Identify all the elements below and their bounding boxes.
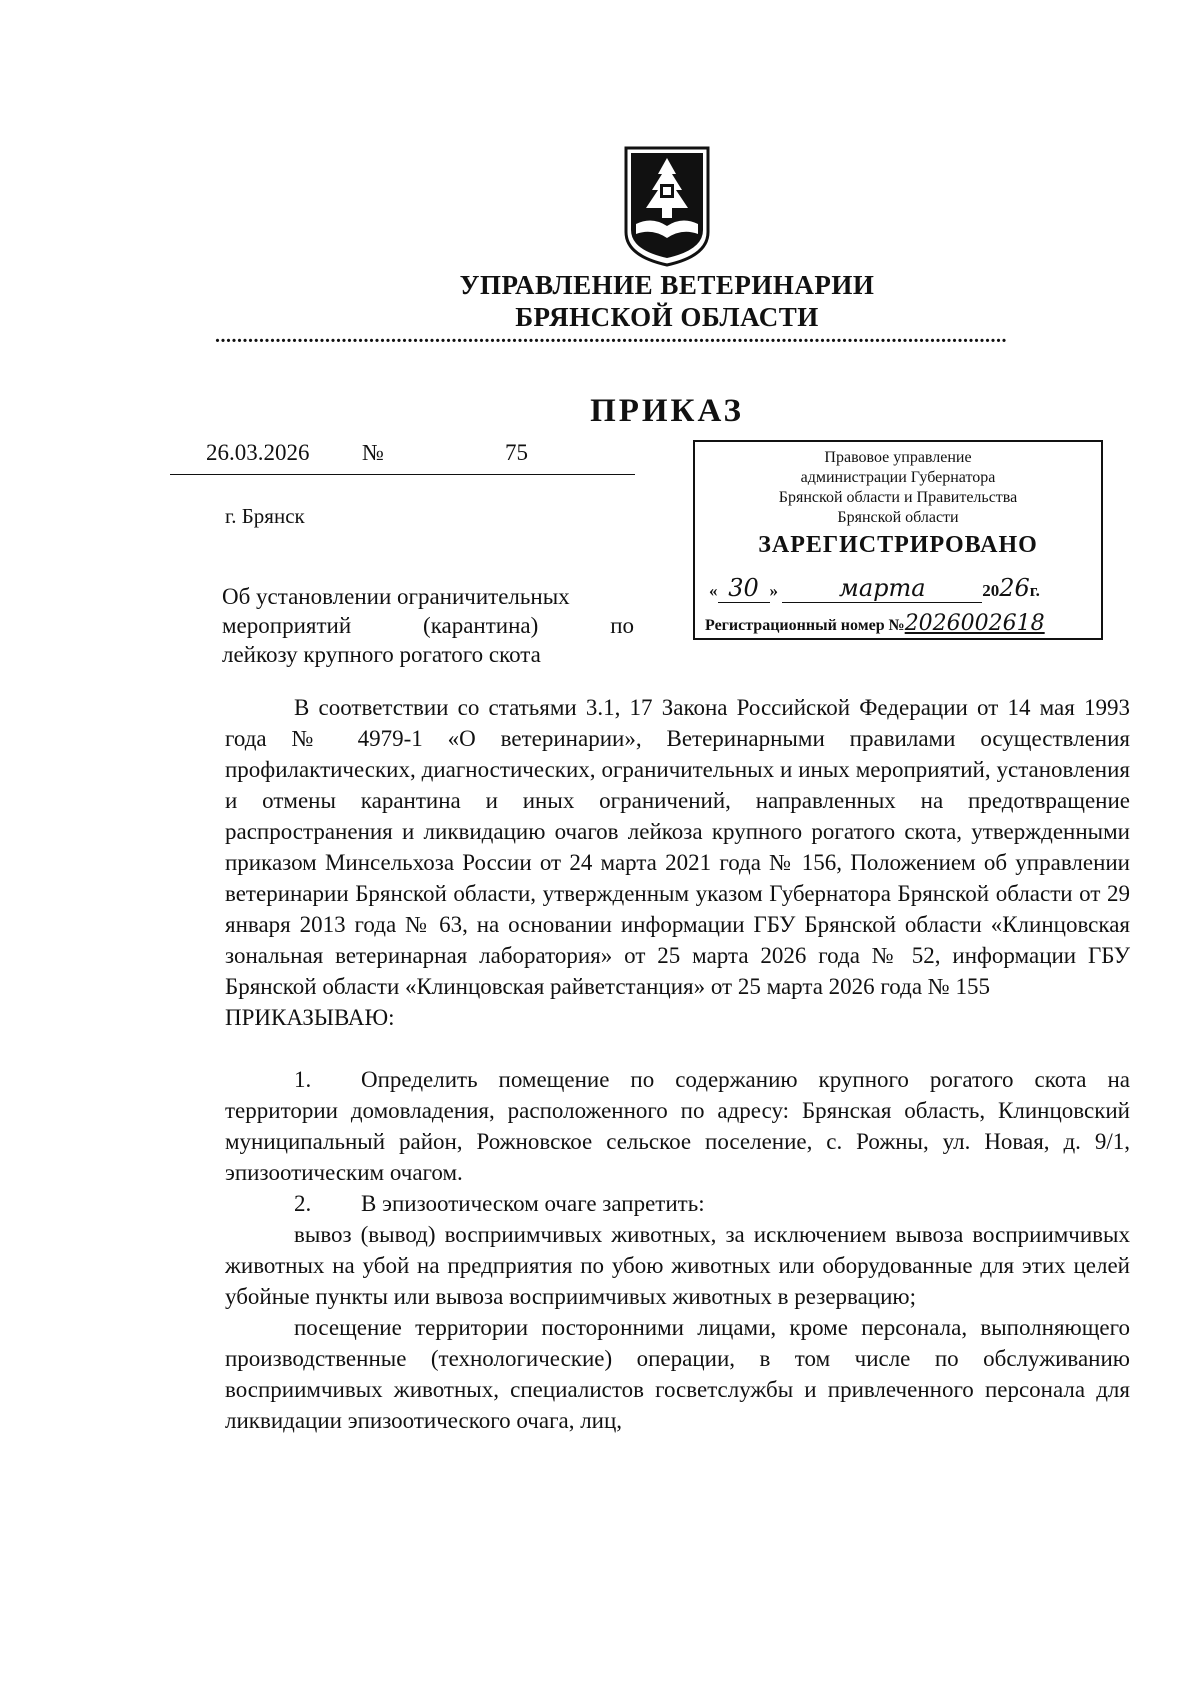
stamp-line: администрации Губернатора	[800, 469, 996, 486]
stamp-reg-number: 2026002618	[904, 611, 1045, 636]
order-item-2-clause: вывоз (вывод) восприимчивых животных, за исключением вывоза восприимчивых животных на убой на предприятия по убою животных или оборудованные для этих целей убойные пункты или вывоза восприимчивых животных в резервацию;	[225, 1222, 1130, 1309]
stamp-year-suffix: 26	[999, 574, 1030, 602]
document-subject	[222, 582, 634, 669]
order-word: ПРИКАЗЫВАЮ:	[225, 1005, 395, 1030]
stamp-line: Брянской области	[837, 509, 959, 526]
stamp-day: 30	[728, 574, 759, 602]
stamp-month: марта	[838, 574, 926, 602]
stamp-quote-close: »	[769, 581, 778, 600]
subject-line: Об установлении ограничительных	[222, 584, 570, 609]
order-item-2	[225, 1188, 1130, 1219]
document-title: ПРИКАЗ	[590, 393, 744, 429]
item-text: Определить помещение по содержанию крупного рогатого скота на территории домовладения, расположенного по адресу: Брянская область, Клинцовский муниципальный район, Рожновское сельское поселение, с. Рожны, ул. Новая, д. 9/1, эпизоотическим очагом.	[225, 1067, 1130, 1185]
order-item-2-clause: посещение территории посторонними лицами, кроме персонала, выполняющего производственные (технологические) операции, в том числе по обслуживанию восприимчивых животных, специалистов госветслужбы и привлеченного персонала для ликвидации эпизоотического очага, лиц,	[225, 1315, 1130, 1433]
stamp-date	[709, 574, 1094, 600]
number-label: №	[362, 440, 384, 465]
item-text: В эпизоотическом очаге запретить:	[361, 1191, 705, 1216]
document-date: 26.03.2026	[206, 440, 310, 465]
item-number: 1.	[294, 1067, 312, 1092]
dotted-separator: ................................................................................................................................................	[215, 332, 1007, 344]
preamble-paragraph: В соответствии со статьями 3.1, 17 Закона Российской Федерации от 14 мая 1993 года № 4979-1 «О ветеринарии», Ветеринарными правилами осуществления профилактических, диагностических, ограничительных и иных мероприятий, установления и отмены карантина и иных ограничений, направленных на предотвращение распространения и ликвидацию очагов лейкоза крупного рогатого скота, утвержденными приказом Минсельхоза России от 24 марта 2021 года № 156, Положением об управлении ветеринарии Брянской области, утвержденным указом Губернатора Брянской области от 29 января 2013 года № 63, на основании информации ГБУ Брянской области «Клинцовская зональная ветеринарная лаборатория» от 25 марта 2026 года № 52, информации ГБУ Брянской области «Клинцовская райветстанция» от 25 марта 2026 года № 155	[225, 695, 1130, 999]
stamp-year-end: г.	[1029, 581, 1040, 600]
city: г. Брянск	[225, 504, 305, 528]
stamp-line: Правовое управление	[824, 449, 972, 466]
stamp-quote-open: «	[709, 581, 718, 600]
stamp-year-prefix: 20	[982, 581, 1000, 600]
organization-name-line2: БРЯНСКОЙ ОБЛАСТИ	[515, 302, 819, 332]
subject-line: мероприятий (карантина) по	[222, 613, 634, 638]
organization-name-line1: УПРАВЛЕНИЕ ВЕТЕРИНАРИИ	[459, 270, 875, 300]
order-item-1	[225, 1064, 1130, 1188]
item-number: 2.	[294, 1191, 312, 1216]
stamp-registered: ЗАРЕГИСТРИРОВАНО	[758, 532, 1038, 558]
coat-of-arms-icon	[622, 144, 712, 269]
document-body	[225, 692, 1130, 1436]
document-number: 75	[505, 440, 528, 465]
registration-stamp	[693, 440, 1103, 640]
stamp-line: Брянской области и Правительства	[778, 489, 1018, 506]
subject-line: лейкозу крупного рогатого скота	[222, 642, 541, 667]
stamp-reg-label: Регистрационный номер №	[705, 617, 905, 634]
stamp-registration-number	[705, 611, 1100, 636]
